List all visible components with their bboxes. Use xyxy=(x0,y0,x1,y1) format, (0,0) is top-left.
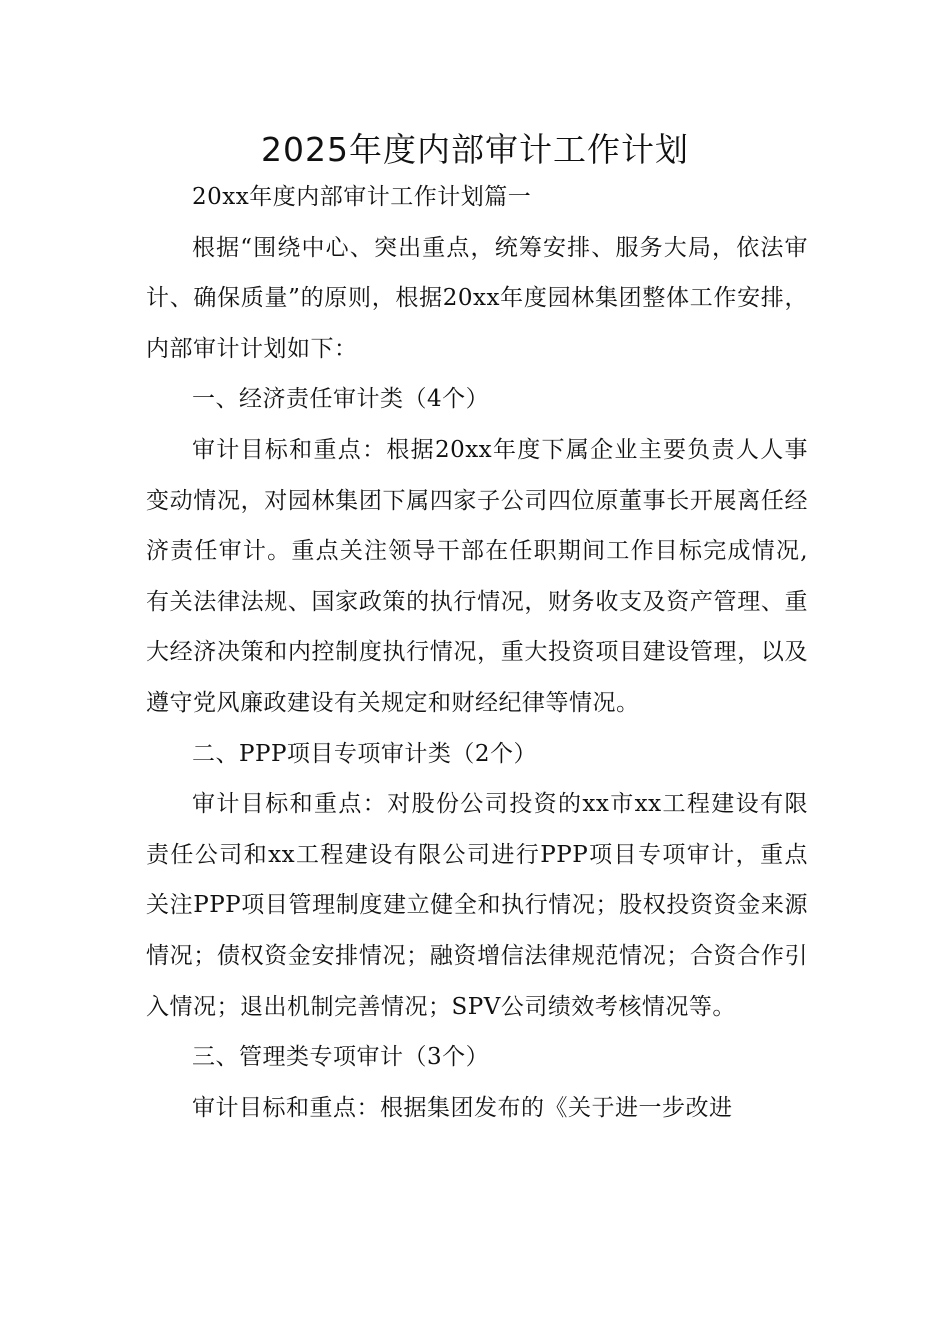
section-subtitle: 20xx年度内部审计工作计划篇一 xyxy=(192,184,532,210)
document-body xyxy=(146,172,808,1133)
section-heading-2: 二、PPP项目专项审计类（2个） xyxy=(192,740,538,767)
section-body-3: 审计目标和重点：根据集团发布的《关于进一步改进 xyxy=(192,1094,733,1121)
section-body-2: 审计目标和重点：对股份公司投资的xx市xx工程建设有限责任公司和xx工程建设有限公司进行PPP项目专项审计，重点关注PPP项目管理制度建立健全和执行情况；股权投资资金来源情况；债权资金安排情况；融资增信法律规范情况；合资合作引入情况；退出机制完善情况；SPV公司绩效考核情况等。 xyxy=(146,791,808,1020)
document-title: 2025年度内部审计工作计划 xyxy=(261,130,689,169)
section-heading-3: 三、管理类专项审计（3个） xyxy=(192,1044,490,1071)
section-body-1: 审计目标和重点：根据20xx年度下属企业主要负责人人事变动情况，对园林集团下属四家子公司四位原董事长开展离任经济责任审计。重点关注领导干部在任职期间工作目标完成情况,有关法律法规、国家政策的执行情况，财务收支及资产管理、重大经济决策和内控制度执行情况，重大投资项目建设管理，以及遵守党风廉政建设有关规定和财经纪律等情况。 xyxy=(146,436,808,716)
intro-paragraph: 根据“围绕中心、突出重点，统筹安排、服务大局，依法审计、确保质量”的原则，根据20xx年度园林集团整体工作安排，内部审计计划如下： xyxy=(146,234,808,362)
section-heading-1: 一、经济责任审计类（4个） xyxy=(192,386,490,413)
